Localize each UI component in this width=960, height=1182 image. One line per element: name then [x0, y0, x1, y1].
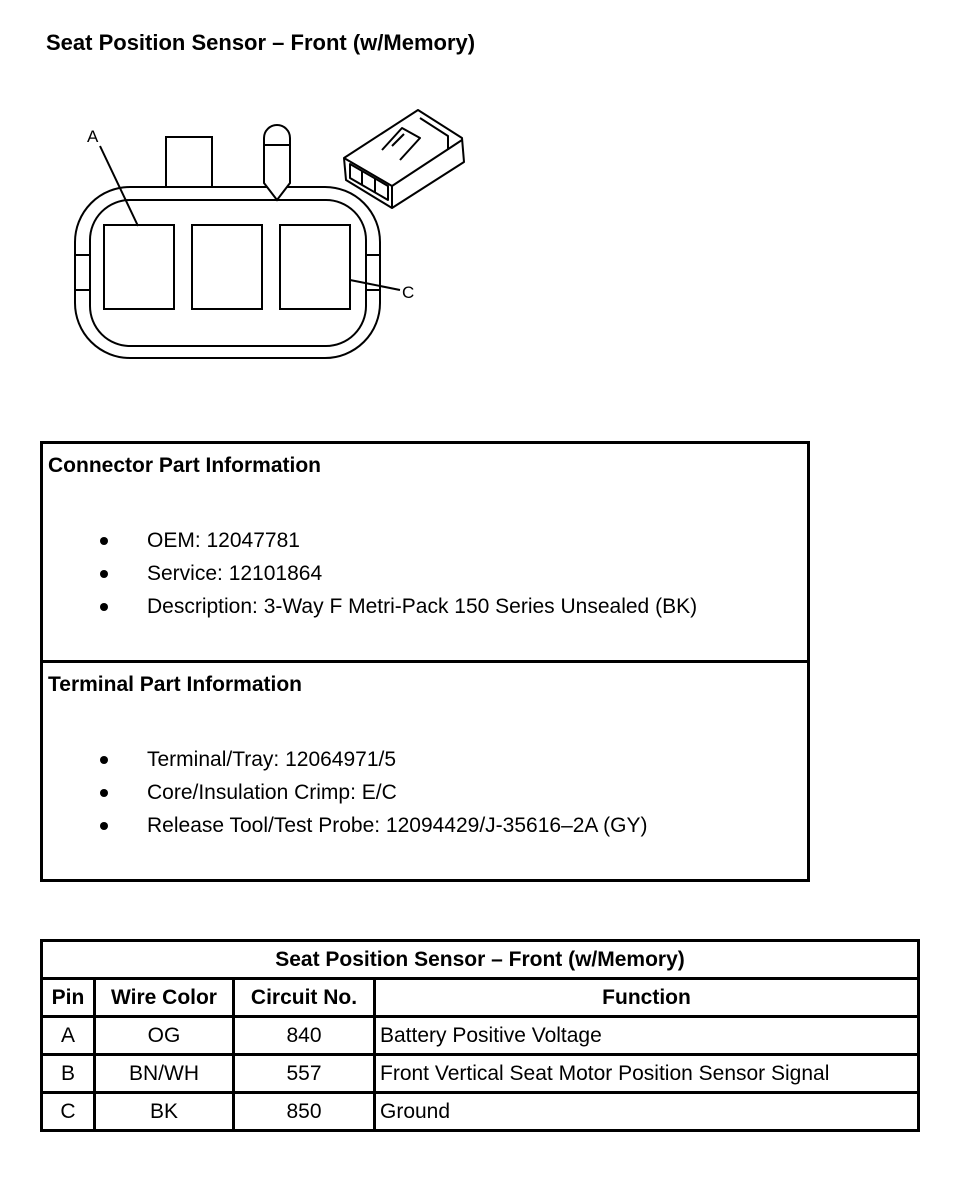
table-row — [42, 1055, 919, 1093]
pin-table-header-row — [42, 979, 919, 1017]
list-item: Core/Insulation Crimp: E/C — [43, 776, 647, 809]
function-cell: Ground — [375, 1093, 919, 1131]
list-item: OEM: 12047781 — [43, 524, 697, 557]
pin-table-caption: Seat Position Sensor – Front (w/Memory) — [42, 941, 919, 979]
connector-outer-shell — [75, 187, 380, 358]
pin-table — [40, 939, 920, 1132]
part-info-box — [40, 441, 810, 882]
connector-3d-view — [344, 110, 464, 208]
connector-key-arrow — [264, 125, 290, 200]
terminal-part-list — [43, 743, 647, 842]
circuit-cell: 557 — [234, 1055, 375, 1093]
connector-latch — [166, 137, 212, 187]
table-row — [42, 1017, 919, 1055]
connector-inner-shell — [90, 200, 366, 346]
cavity-a — [104, 225, 174, 309]
connector-part-heading: Connector Part Information — [48, 454, 322, 477]
list-item: Service: 12101864 — [43, 557, 697, 590]
connector-part-list — [43, 524, 697, 623]
list-item: Description: 3-Way F Metri-Pack 150 Series Unsealed (BK) — [43, 590, 697, 623]
connector-part-info — [43, 444, 807, 663]
list-item: Release Tool/Test Probe: 12094429/J-35616–2A (GY) — [43, 809, 647, 842]
column-header-function: Function — [375, 979, 919, 1017]
pin-cell: C — [42, 1093, 95, 1131]
connector-diagram — [0, 0, 960, 430]
terminal-part-heading: Terminal Part Information — [48, 673, 302, 696]
column-header-pin: Pin — [42, 979, 95, 1017]
pin-label-c: C — [402, 283, 415, 302]
wire-color-cell: OG — [95, 1017, 234, 1055]
column-header-circuit-no: Circuit No. — [234, 979, 375, 1017]
column-header-wire-color: Wire Color — [95, 979, 234, 1017]
wire-color-cell: BK — [95, 1093, 234, 1131]
circuit-cell: 840 — [234, 1017, 375, 1055]
pin-label-a: A — [87, 127, 99, 146]
pin-cell: A — [42, 1017, 95, 1055]
terminal-part-info — [43, 663, 807, 879]
cavity-c — [280, 225, 350, 309]
cavity-b — [192, 225, 262, 309]
page-title: Seat Position Sensor – Front (w/Memory) — [46, 30, 476, 55]
wire-color-cell: BN/WH — [95, 1055, 234, 1093]
function-cell: Front Vertical Seat Motor Position Sensor Signal — [375, 1055, 919, 1093]
pin-cell: B — [42, 1055, 95, 1093]
table-row — [42, 1093, 919, 1131]
circuit-cell: 850 — [234, 1093, 375, 1131]
function-cell: Battery Positive Voltage — [375, 1017, 919, 1055]
list-item: Terminal/Tray: 12064971/5 — [43, 743, 647, 776]
